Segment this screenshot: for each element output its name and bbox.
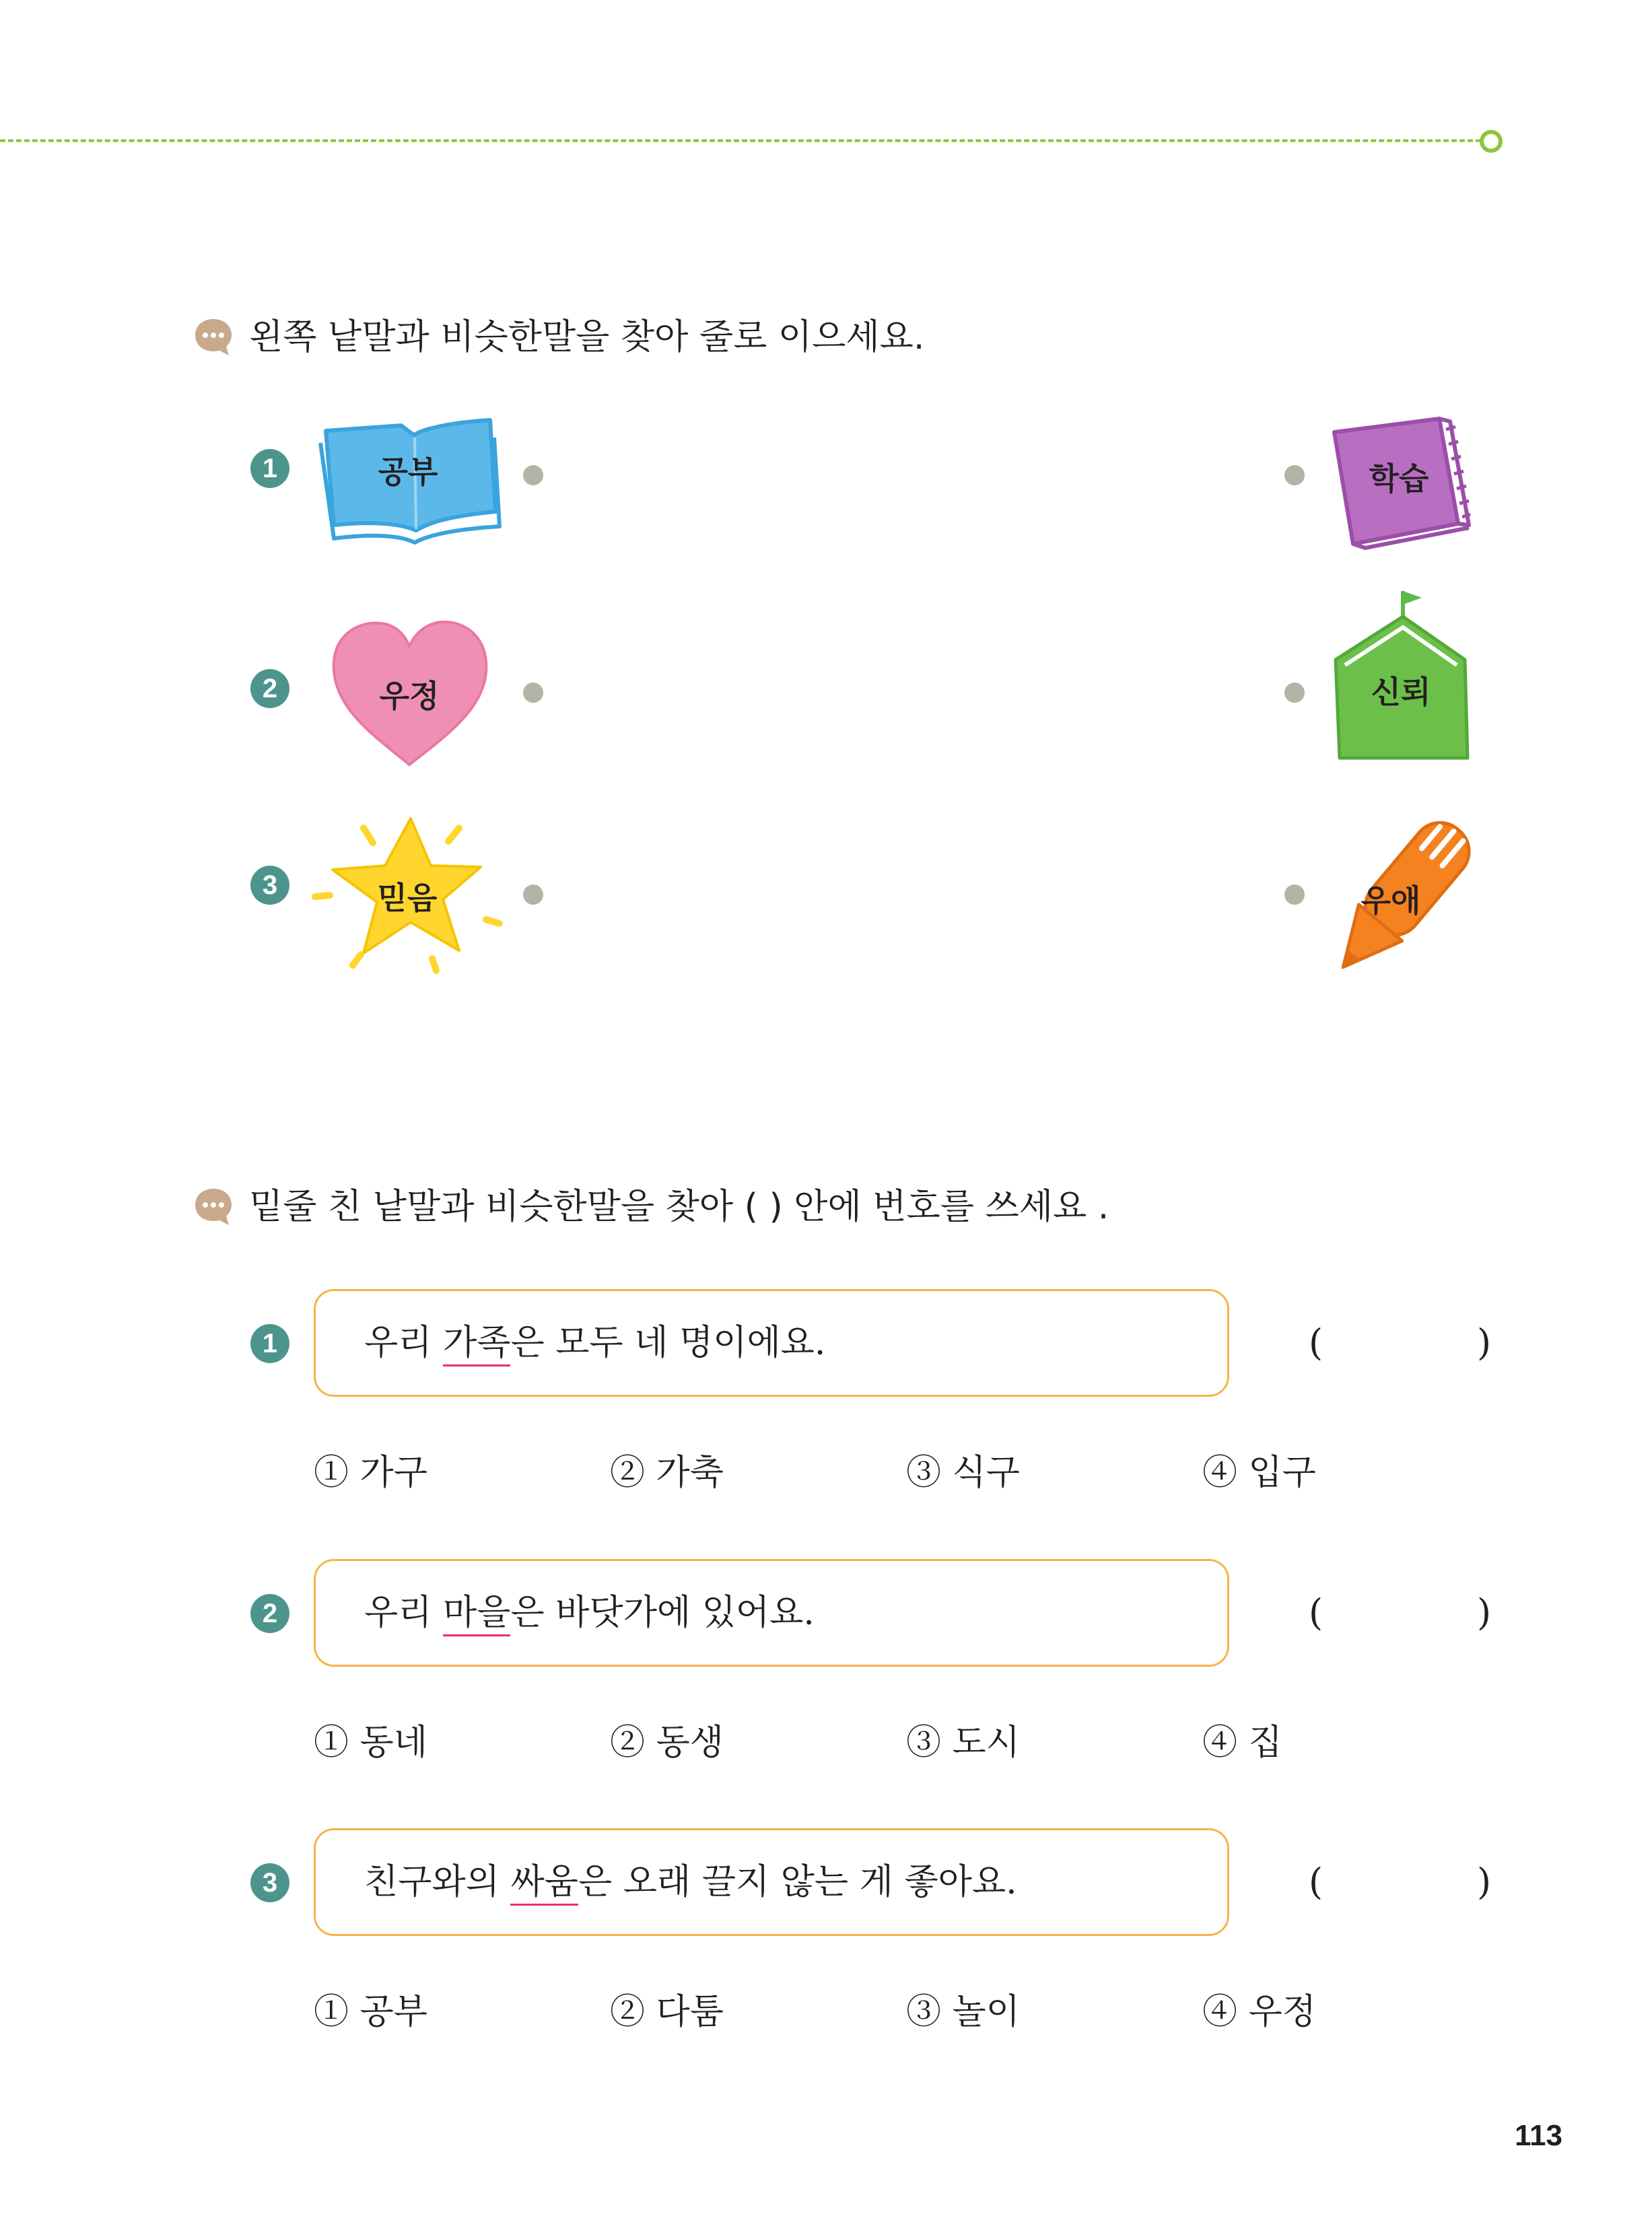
sentence-after: 은 바닷가에 있어요. [510,1593,815,1633]
underlined-word: 가족 [443,1323,510,1366]
sentence [364,1321,825,1365]
sentence-after: 은 모두 네 명이에요. [510,1323,826,1363]
top-dashed-rule [0,139,1481,142]
word-label: 우정 [379,678,440,714]
star-card [310,801,505,983]
answer-blank[interactable] [1340,1853,1461,1910]
answer-paren-close: ) [1477,1321,1492,1364]
word-label: 우애 [1361,882,1421,919]
answer-paren-close: ) [1477,1861,1492,1903]
answer-blank[interactable] [1340,1314,1461,1371]
house-card [1330,586,1478,767]
match-dot-right-2[interactable] [1284,683,1305,703]
match-dot-left-3[interactable] [523,885,543,905]
choice-option[interactable]: ③ 놀이 [906,1992,1020,2032]
sentence-box [314,1289,1229,1397]
choice-option[interactable]: ① 동네 [314,1723,427,1763]
choice-option[interactable]: ③ 식구 [906,1453,1020,1493]
heart-card [323,610,495,771]
question-number-badge: 2 [250,1594,289,1633]
pencil-card [1298,794,1500,1003]
word-label: 믿음 [377,880,438,916]
sentence-box [314,1828,1229,1936]
answer-paren-open: ( [1309,1321,1323,1364]
choice-option[interactable]: ④ 입구 [1202,1453,1316,1493]
sentence-before: 친구와의 [364,1862,511,1902]
answer-paren-open: ( [1309,1591,1323,1634]
match-dot-left-2[interactable] [523,683,543,703]
speech-bubble-icon [193,316,234,358]
choice-option[interactable]: ④ 집 [1202,1723,1282,1763]
underlined-word: 마을 [443,1593,510,1636]
answer-paren-open: ( [1309,1861,1323,1903]
item-number-badge: 3 [250,866,289,905]
section1-title: 왼쪽 낱말과 비슷한말을 찾아 줄로 이으세요. [249,317,925,357]
book-card [314,411,502,545]
section2-title: 밑줄 친 낱말과 비슷한말을 찾아 ( ) 안에 번호를 쓰세요 . [249,1187,1109,1227]
choice-option[interactable]: ② 가축 [610,1453,724,1493]
answer-paren-close: ) [1477,1591,1492,1634]
sentence-after: 은 오래 끌지 않는 게 좋아요. [578,1862,1017,1902]
match-dot-left-1[interactable] [523,465,543,485]
match-dot-right-1[interactable] [1284,465,1305,485]
word-label: 공부 [378,454,438,490]
speech-bubble-icon [193,1186,234,1228]
choice-option[interactable]: ② 다툼 [610,1992,724,2032]
choice-option[interactable]: ④ 우정 [1202,1992,1316,2032]
item-number-badge: 1 [250,449,289,488]
word-label: 신뢰 [1371,674,1431,710]
question-number-badge: 3 [250,1863,289,1902]
question-number-badge: 1 [250,1324,289,1363]
choice-option[interactable]: ② 동생 [610,1723,724,1763]
item-number-badge: 2 [250,669,289,708]
rule-end-circle-icon [1480,130,1503,153]
word-label: 학습 [1369,460,1429,497]
underlined-word: 싸움 [510,1862,578,1906]
answer-blank[interactable] [1340,1584,1461,1640]
choice-option[interactable]: ③ 도시 [906,1723,1020,1763]
choice-option[interactable]: ① 공부 [314,1992,427,2032]
sentence-before: 우리 [364,1593,443,1633]
sentence-before: 우리 [364,1323,443,1363]
notebook-card [1325,409,1480,557]
sentence [364,1591,815,1635]
sentence [364,1860,1017,1904]
page-number: 113 [1515,2119,1562,2152]
choice-option[interactable]: ① 가구 [314,1453,427,1493]
sentence-box [314,1559,1229,1667]
